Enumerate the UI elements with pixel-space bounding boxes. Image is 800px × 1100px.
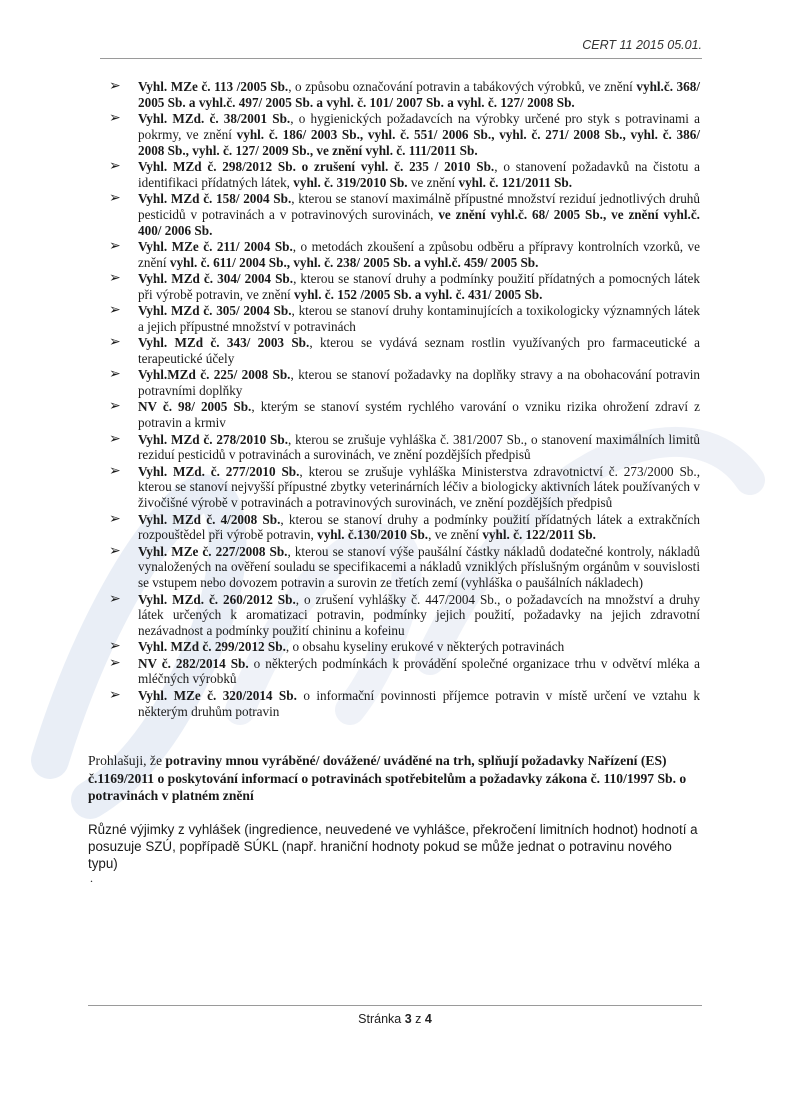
document-body [88, 79, 700, 884]
arrow-bullet-icon: ➢ [109, 462, 121, 479]
bold-text-segment: Vyhl. MZd č. 298/2012 Sb. o zrušení vyhl. č. 235 / 2010 Sb. [138, 158, 495, 174]
bold-text-segment: vyhl. č. 152 /2005 Sb. a vyhl. č. 431/ 2005 Sb. [294, 286, 543, 302]
arrow-bullet-icon: ➢ [109, 334, 121, 351]
law-list-item [88, 464, 700, 511]
footer-page-number: 3 [404, 1012, 412, 1026]
bold-text-segment: vyhl. č. 186/ 2003 Sb., vyhl. č. 551/ 2006 Sb., vyhl. č. 271/ 2008 Sb., vyhl. č. 386/ 2008 Sb., vyhl. č. 127/ 2009 Sb., ve znění vyhl. č. 111/2011 Sb. [138, 126, 701, 158]
bold-text-segment: NV č. 98/ 2005 Sb. [138, 399, 252, 415]
bold-text-segment: Vyhl. MZd. č. 277/2010 Sb. [138, 463, 300, 479]
law-list-item [88, 512, 700, 544]
arrow-bullet-icon: ➢ [109, 654, 121, 671]
footer-prefix: Stránka [358, 1012, 405, 1026]
arrow-bullet-icon: ➢ [109, 302, 121, 319]
bold-text-segment: potraviny mnou vyráběné/ dovážené/ uváděné na trh, splňují požadavky Nařízení (ES) č.1169/2011 o poskytování informací o potravinách spotřebitelům a požadavky zákona č. 110/1997 Sb. o potravinách v platném znění [88, 753, 687, 803]
law-list-item [88, 111, 700, 158]
law-list-item [88, 159, 700, 191]
law-list-item [88, 639, 700, 655]
arrow-bullet-icon: ➢ [109, 638, 121, 655]
text-segment: , kterým se stanoví systém rychlého varování o vzniku rizika ohrožení zdraví z potravin a krmiv [138, 399, 700, 431]
text-segment: , kterou se zrušuje vyhláška č. 381/2007 Sb., o stanovení maximálních limitů reziduí pesticidů v potravinách a surovinách, ve znění pozdějších předpisů [138, 431, 700, 463]
law-list-item [88, 544, 700, 591]
text-segment: , kterou se stanoví druhy a podmínky použití přídatných a pomocných látek při výrobě potravin, ve znění [138, 271, 701, 302]
bold-text-segment: Vyhl. MZd č. 304/ 2004 Sb. [138, 271, 294, 287]
law-list [88, 79, 700, 719]
bold-text-segment: Vyhl. MZd č. 278/2010 Sb. [138, 431, 289, 447]
bold-text-segment: vyhl. č. 611/ 2004 Sb., vyhl. č. 238/ 2005 Sb. a vyhl.č. 459/ 2005 Sb. [169, 254, 539, 270]
bold-text-segment: Vyhl. MZd č. 343/ 2003 Sb. [138, 335, 310, 351]
arrow-bullet-icon: ➢ [109, 542, 121, 559]
bold-text-segment: Vyhl.MZd č. 225/ 2008 Sb. [138, 367, 291, 383]
law-list-item [88, 432, 700, 464]
text-segment: , kterou se stanoví maximálně přípustné množství reziduí jednotlivých druhů pesticidů v potravinách a v potravinových surovinách, [138, 191, 700, 222]
text-segment: ve znění [407, 174, 459, 190]
page-header [100, 38, 702, 59]
bold-text-segment: vyhl. č. 121/2011 Sb. [458, 174, 573, 190]
arrow-bullet-icon: ➢ [109, 686, 121, 703]
text-segment: , o obsahu kyseliny erukové v některých potravinách [285, 639, 565, 655]
text-segment: , kterou se stanoví druhy a podmínky použití přídatných látek a extrakčních rozpouštědel při výrobě potravin, [138, 511, 700, 543]
bold-text-segment: vyhl. č. 319/2010 Sb. [293, 174, 408, 190]
arrow-bullet-icon: ➢ [109, 270, 121, 287]
text-segment: , o stanovení požadavků na čistotu a identifikaci přídatných látek, [138, 158, 700, 190]
bold-text-segment: Vyhl. MZd č. 305/ 2004 Sb. [138, 303, 292, 319]
bold-text-segment: Vyhl. MZd. č. 260/2012 Sb. [138, 591, 296, 607]
arrow-bullet-icon: ➢ [109, 78, 121, 94]
arrow-bullet-icon: ➢ [109, 398, 121, 415]
bold-text-segment: Vyhl. MZe č. 211/ 2004 Sb. [138, 238, 293, 254]
bold-text-segment: ve znění vyhl.č. 68/ 2005 Sb., ve znění vyhl.č. 400/ 2006 Sb. [138, 206, 700, 238]
arrow-bullet-icon: ➢ [109, 590, 121, 607]
footer-divider [88, 1005, 702, 1006]
page-footer [88, 1012, 702, 1026]
text-segment: , kterou se stanoví výše paušální částky nákladů dodatečné kontroly, nákladů vynaložených na ověření souladu se specifikacemi a nákladů vzniklých příslušným orgánům v souvislosti se vstupem nebo dovozem potravin a surovin ze třetích zemí (vyhláška o paušálních nákladech) [138, 543, 700, 591]
exceptions-note: Různé výjimky z vyhlášek (ingredience, neuvedené ve vyhlášce, překročení limitních hodnot) hodnotí a posuzuje SZÚ, popřípadě SÚKL (např. hraniční hodnoty pokud se může jednat o potravinu nového typu) [88, 821, 698, 871]
arrow-bullet-icon: ➢ [109, 430, 121, 447]
document-code: CERT 11 2015 05.01. [582, 38, 702, 52]
bold-text-segment: Vyhl. MZe č. 320/2014 Sb. [138, 687, 297, 703]
text-segment: , kterou se stanoví požadavky na doplňky stravy a na obohacování potravin potravními doplňky [138, 367, 700, 399]
law-list-item [88, 303, 700, 335]
arrow-bullet-icon: ➢ [109, 366, 121, 383]
declaration-paragraph [88, 752, 700, 804]
text-segment: , o zrušení vyhlášky č. 447/2004 Sb., o požadavcích na množství a druhy látek určených k aromatizaci potravin, podmínky jejich použití, požadavky na jejich zdravotní nezávadnost a podmínky použití chininu a kofeinu [138, 591, 700, 639]
text-segment: , kterou se vydává seznam rostlin využívaných pro farmaceutické a terapeutické účely [138, 335, 700, 367]
bold-text-segment: vyhl.č. 368/ 2005 Sb. a vyhl.č. 497/ 2005 Sb. a vyhl. č. 101/ 2007 Sb. a vyhl. č. 127/ 2008 Sb. [138, 79, 700, 110]
bold-text-segment: Vyhl. MZd. č. 38/2001 Sb. [138, 111, 291, 127]
bold-text-segment: Vyhl. MZe č. 227/2008 Sb. [138, 543, 288, 559]
trailing-dot: . [90, 871, 93, 886]
law-list-item [88, 271, 700, 303]
arrow-bullet-icon: ➢ [109, 237, 121, 254]
law-list-item [88, 191, 700, 238]
law-list-item [88, 335, 700, 367]
arrow-bullet-icon: ➢ [109, 190, 121, 207]
bold-text-segment: Vyhl. MZe č. 113 /2005 Sb. [138, 79, 289, 94]
bold-text-segment: Vyhl. MZd č. 299/2012 Sb. [138, 639, 286, 655]
text-segment: , kterou se zrušuje vyhláška Ministerstva zdravotnictví č. 273/2000 Sb., kterou se stanoví nejvyšší přípustné zbytky veterinárních léčiv a biologicky aktivních látek používaných v živočišné výrobě v potravinách a potravinových surovinách, ve znění pozdějších předpisů [138, 463, 700, 511]
bold-text-segment: NV č. 282/2014 Sb. [138, 655, 249, 671]
law-list-item [88, 592, 700, 639]
text-segment: Prohlašuji, že [88, 753, 166, 769]
text-segment: o informační povinnosti příjemce potravin v místě určení ve vztahu k některým druhům potravin [138, 687, 700, 719]
bold-text-segment: Vyhl. MZd č. 4/2008 Sb. [138, 511, 281, 527]
law-list-item [88, 656, 700, 688]
footer-page-total: 4 [424, 1012, 432, 1026]
text-segment: , o způsobu označování potravin a tabákových výrobků, ve znění [288, 79, 637, 94]
text-segment: , kterou se stanoví druhy kontaminujících a toxikologicky významných látek a jejich přípustné množství v potravinách [138, 303, 700, 334]
law-list-item [88, 688, 700, 720]
bold-text-segment: vyhl. č. 122/2011 Sb. [482, 527, 596, 543]
arrow-bullet-icon: ➢ [109, 157, 121, 174]
arrow-bullet-icon: ➢ [109, 110, 121, 127]
text-segment: , o metodách zkoušení a způsobu odběru a přípravy kontrolních vzorků, ve znění [138, 238, 700, 270]
law-list-item [88, 399, 700, 431]
law-list-item [88, 239, 700, 271]
law-list-item [88, 367, 700, 399]
bold-text-segment: Vyhl. MZd č. 158/ 2004 Sb. [138, 191, 292, 207]
text-segment: , o hygienických požadavcích na výrobky určené pro styk s potravinami a pokrmy, ve znění [138, 111, 700, 142]
law-list-item [88, 79, 700, 111]
text-segment: o některých podmínkách k provádění společné organizace trhu v odvětví mléka a mléčných výrobků [138, 655, 700, 687]
text-segment: , ve znění [428, 527, 483, 543]
bold-text-segment: vyhl. č.130/2010 Sb. [317, 527, 429, 543]
arrow-bullet-icon: ➢ [109, 510, 121, 527]
footer-middle: z [411, 1012, 425, 1026]
